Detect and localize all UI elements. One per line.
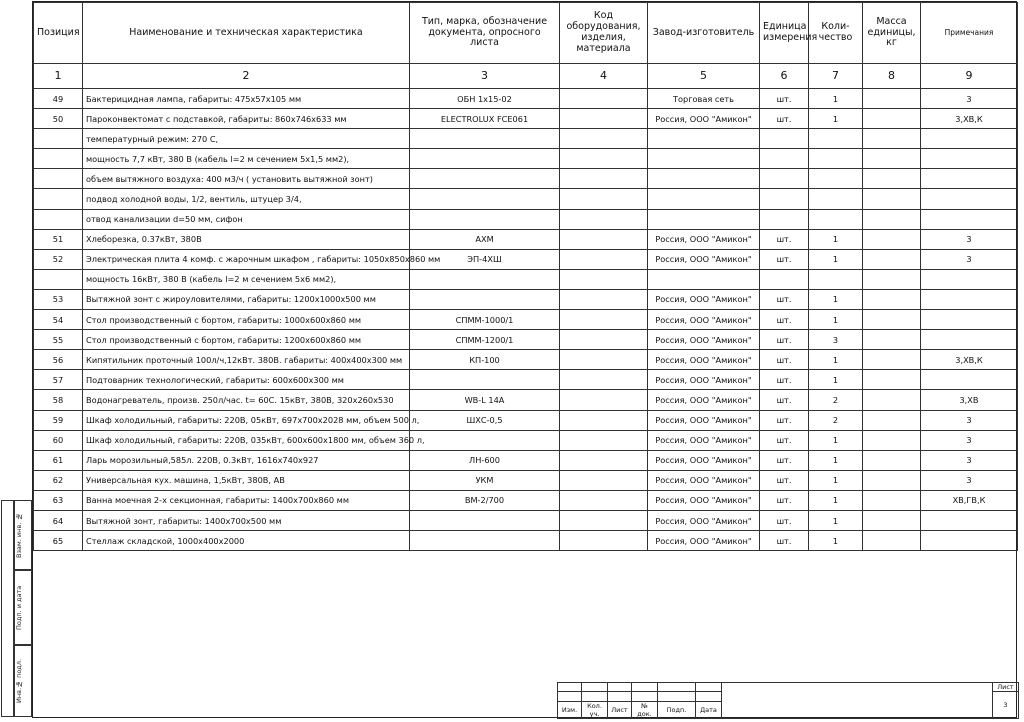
mass-cell — [863, 470, 921, 490]
code-cell — [560, 370, 648, 390]
table-row — [34, 470, 1018, 490]
type-cell: ELECTROLUX FCE061 — [410, 109, 560, 129]
column-number: 4 — [560, 64, 648, 89]
stamp-cell — [696, 683, 722, 692]
code-cell — [560, 129, 648, 149]
table-row — [34, 229, 1018, 249]
qty-cell: 1 — [809, 470, 863, 490]
qty-cell — [809, 169, 863, 189]
note-cell — [921, 129, 1018, 149]
code-cell — [560, 109, 648, 129]
position-cell: 62 — [34, 470, 83, 490]
position-cell: 50 — [34, 109, 83, 129]
code-cell — [560, 189, 648, 209]
spec-sheet — [32, 1, 1017, 718]
maker-cell: Россия, ООО "Амикон" — [648, 109, 760, 129]
type-cell: СПММ-1200/1 — [410, 330, 560, 350]
stamp-cell — [658, 692, 696, 701]
mass-cell — [863, 430, 921, 450]
stamp-cell — [582, 683, 608, 692]
name-cell: Универсальная кух. машина, 1,5кВт, 380В, АВ — [83, 470, 410, 490]
stamp-cell — [582, 692, 608, 701]
type-cell: ОБН 1х15-02 — [410, 89, 560, 109]
position-cell: 49 — [34, 89, 83, 109]
table-row — [34, 531, 1018, 551]
type-cell: КП-100 — [410, 350, 560, 370]
type-cell — [410, 189, 560, 209]
code-cell — [560, 531, 648, 551]
note-cell — [921, 269, 1018, 289]
unit-cell: шт. — [760, 410, 809, 430]
maker-cell: Россия, ООО "Амикон" — [648, 330, 760, 350]
table-row — [34, 169, 1018, 189]
table-row — [34, 390, 1018, 410]
note-cell: ХВ,ГВ,К — [921, 490, 1018, 510]
note-cell: 3 — [921, 450, 1018, 470]
stamp-designation — [722, 683, 993, 719]
maker-cell: Россия, ООО "Амикон" — [648, 310, 760, 330]
position-cell — [34, 129, 83, 149]
name-cell: Вытяжной зонт с жироуловителями, габариты: 1200х1000х500 мм — [83, 289, 410, 309]
stamp-cell — [558, 683, 582, 692]
maker-cell: Россия, ООО "Амикон" — [648, 531, 760, 551]
column-number: 6 — [760, 64, 809, 89]
position-cell: 65 — [34, 531, 83, 551]
stamp-cell — [632, 683, 658, 692]
type-cell — [410, 510, 560, 530]
type-cell — [410, 169, 560, 189]
table-row — [34, 89, 1018, 109]
note-cell: 3 — [921, 410, 1018, 430]
qty-cell — [809, 149, 863, 169]
note-cell — [921, 149, 1018, 169]
unit-cell — [760, 169, 809, 189]
mass-cell — [863, 109, 921, 129]
maker-cell: Россия, ООО "Амикон" — [648, 430, 760, 450]
unit-cell: шт. — [760, 470, 809, 490]
header-position: Позиция — [34, 3, 83, 64]
note-cell — [921, 209, 1018, 229]
name-cell: объем вытяжного воздуха: 400 м3/ч ( установить вытяжной зонт) — [83, 169, 410, 189]
name-cell: Хлеборезка, 0.37кВт, 380В — [83, 229, 410, 249]
name-cell: Шкаф холодильный, габариты: 220В, 035кВт, 600х600х1800 мм, объем 360 л, — [83, 430, 410, 450]
name-cell: Кипятильник проточный 100л/ч,12кВт. 380В. габариты: 400х400х300 мм — [83, 350, 410, 370]
qty-cell: 1 — [809, 229, 863, 249]
column-number: 2 — [83, 64, 410, 89]
side-label-inv-orig: Инв.№ подл. — [15, 658, 23, 704]
mass-cell — [863, 149, 921, 169]
name-cell: Стол производственный с бортом, габариты: 1000х600х860 мм — [83, 310, 410, 330]
code-cell — [560, 249, 648, 269]
header-qty: Коли-чество — [809, 3, 863, 64]
mass-cell — [863, 370, 921, 390]
table-row — [34, 149, 1018, 169]
name-cell: Стол производственный с бортом, габариты: 1200х600х860 мм — [83, 330, 410, 350]
maker-cell: Россия, ООО "Амикон" — [648, 410, 760, 430]
code-cell — [560, 149, 648, 169]
stamp-sheet-number: 3 — [993, 692, 1019, 719]
unit-cell — [760, 189, 809, 209]
qty-cell: 1 — [809, 109, 863, 129]
table-row — [34, 310, 1018, 330]
note-cell: 3 — [921, 89, 1018, 109]
code-cell — [560, 289, 648, 309]
qty-cell — [809, 269, 863, 289]
maker-cell: Торговая сеть — [648, 89, 760, 109]
position-cell — [34, 189, 83, 209]
note-cell — [921, 310, 1018, 330]
stamp-cell — [632, 692, 658, 701]
note-cell: 3,ХВ — [921, 390, 1018, 410]
unit-cell: шт. — [760, 89, 809, 109]
maker-cell — [648, 209, 760, 229]
name-cell: Стеллаж складской, 1000х400х2000 — [83, 531, 410, 551]
mass-cell — [863, 209, 921, 229]
note-cell: 3 — [921, 430, 1018, 450]
table-row — [34, 209, 1018, 229]
position-cell: 54 — [34, 310, 83, 330]
position-cell: 64 — [34, 510, 83, 530]
maker-cell: Россия, ООО "Амикон" — [648, 490, 760, 510]
position-cell — [34, 209, 83, 229]
code-cell — [560, 350, 648, 370]
qty-cell: 1 — [809, 430, 863, 450]
header-unit: Единица измерения — [760, 3, 809, 64]
code-cell — [560, 410, 648, 430]
unit-cell — [760, 269, 809, 289]
table-row — [34, 330, 1018, 350]
unit-cell: шт. — [760, 390, 809, 410]
position-cell: 59 — [34, 410, 83, 430]
note-cell — [921, 510, 1018, 530]
mass-cell — [863, 450, 921, 470]
unit-cell — [760, 209, 809, 229]
position-cell: 56 — [34, 350, 83, 370]
unit-cell — [760, 149, 809, 169]
stamp-kol-uch: Кол. уч. — [582, 701, 608, 719]
unit-cell: шт. — [760, 330, 809, 350]
name-cell: температурный режим: 270 С, — [83, 129, 410, 149]
qty-cell: 1 — [809, 350, 863, 370]
table-row — [34, 430, 1018, 450]
stamp-list: Лист — [608, 701, 632, 719]
position-cell: 58 — [34, 390, 83, 410]
qty-cell: 1 — [809, 531, 863, 551]
mass-cell — [863, 249, 921, 269]
maker-cell: Россия, ООО "Амикон" — [648, 229, 760, 249]
type-cell: ЭП-4ХШ — [410, 249, 560, 269]
name-cell: Электрическая плита 4 комф. с жарочным шкафом , габариты: 1050х850х860 мм — [83, 249, 410, 269]
type-cell — [410, 370, 560, 390]
header-code: Код оборудования, изделия, материала — [560, 3, 648, 64]
name-cell: Ванна моечная 2-х секционная, габариты: 1400х700х860 мм — [83, 490, 410, 510]
table-row — [34, 289, 1018, 309]
unit-cell — [760, 129, 809, 149]
note-cell: 3,ХВ,К — [921, 109, 1018, 129]
table-row — [34, 129, 1018, 149]
table-row — [34, 350, 1018, 370]
note-cell — [921, 189, 1018, 209]
name-cell: отвод канализации d=50 мм, сифон — [83, 209, 410, 229]
stamp-cell — [558, 692, 582, 701]
qty-cell: 1 — [809, 490, 863, 510]
mass-cell — [863, 89, 921, 109]
maker-cell: Россия, ООО "Амикон" — [648, 370, 760, 390]
code-cell — [560, 229, 648, 249]
qty-cell: 1 — [809, 510, 863, 530]
code-cell — [560, 470, 648, 490]
maker-cell: Россия, ООО "Амикон" — [648, 510, 760, 530]
table-row — [34, 450, 1018, 470]
maker-cell: Россия, ООО "Амикон" — [648, 470, 760, 490]
qty-cell: 1 — [809, 370, 863, 390]
position-cell — [34, 269, 83, 289]
maker-cell — [648, 129, 760, 149]
unit-cell: шт. — [760, 289, 809, 309]
qty-cell: 1 — [809, 289, 863, 309]
qty-cell — [809, 129, 863, 149]
title-block — [557, 682, 1018, 719]
table-row — [34, 490, 1018, 510]
note-cell — [921, 531, 1018, 551]
column-number: 8 — [863, 64, 921, 89]
unit-cell: шт. — [760, 450, 809, 470]
header-row — [34, 3, 1018, 64]
type-cell: УКМ — [410, 470, 560, 490]
qty-cell: 2 — [809, 410, 863, 430]
mass-cell — [863, 490, 921, 510]
unit-cell: шт. — [760, 310, 809, 330]
position-cell: 53 — [34, 289, 83, 309]
column-number-row — [34, 64, 1018, 89]
qty-cell: 1 — [809, 249, 863, 269]
mass-cell — [863, 169, 921, 189]
type-cell — [410, 430, 560, 450]
mass-cell — [863, 189, 921, 209]
stamp-izm: Изм. — [558, 701, 582, 719]
stamp-cell — [608, 683, 632, 692]
type-cell — [410, 149, 560, 169]
table-row — [34, 249, 1018, 269]
qty-cell — [809, 209, 863, 229]
mass-cell — [863, 310, 921, 330]
type-cell: СПММ-1000/1 — [410, 310, 560, 330]
position-cell: 60 — [34, 430, 83, 450]
maker-cell: Россия, ООО "Амикон" — [648, 390, 760, 410]
position-cell — [34, 149, 83, 169]
code-cell — [560, 390, 648, 410]
type-cell — [410, 531, 560, 551]
type-cell: ВМ-2/700 — [410, 490, 560, 510]
stamp-date: Дата — [696, 701, 722, 719]
unit-cell: шт. — [760, 370, 809, 390]
name-cell: Бактерицидная лампа, габариты: 475х57х105 мм — [83, 89, 410, 109]
position-cell: 57 — [34, 370, 83, 390]
name-cell: Ларь морозильный,585л. 220В, 0.3кВт, 1616х740х927 — [83, 450, 410, 470]
side-field-sign-date — [14, 570, 32, 645]
name-cell: Шкаф холодильный, габариты: 220В, 05кВт, 697х700х2028 мм, объем 500 л, — [83, 410, 410, 430]
maker-cell — [648, 169, 760, 189]
mass-cell — [863, 390, 921, 410]
position-cell: 51 — [34, 229, 83, 249]
note-cell: 3,ХВ,К — [921, 350, 1018, 370]
code-cell — [560, 330, 648, 350]
code-cell — [560, 430, 648, 450]
name-cell: мощность 16кВт, 380 В (кабель l=2 м сечением 5х6 мм2), — [83, 269, 410, 289]
position-cell: 61 — [34, 450, 83, 470]
binding-strip — [1, 500, 14, 717]
unit-cell: шт. — [760, 430, 809, 450]
name-cell: Вытяжной зонт, габариты: 1400х700х500 мм — [83, 510, 410, 530]
code-cell — [560, 209, 648, 229]
table-row — [34, 370, 1018, 390]
code-cell — [560, 269, 648, 289]
mass-cell — [863, 410, 921, 430]
type-cell: WB-L 14A — [410, 390, 560, 410]
unit-cell: шт. — [760, 229, 809, 249]
name-cell: Пароконвектомат с подставкой, габариты: 860х746х633 мм — [83, 109, 410, 129]
column-number: 9 — [921, 64, 1018, 89]
note-cell — [921, 289, 1018, 309]
column-number: 1 — [34, 64, 83, 89]
side-label-sign-date: Подп. и дата — [15, 585, 23, 630]
qty-cell: 1 — [809, 310, 863, 330]
type-cell — [410, 129, 560, 149]
code-cell — [560, 450, 648, 470]
mass-cell — [863, 289, 921, 309]
table-row — [34, 510, 1018, 530]
name-cell: мощность 7,7 кВт, 380 В (кабель l=2 м сечением 5х1,5 мм2), — [83, 149, 410, 169]
column-number: 3 — [410, 64, 560, 89]
column-number: 7 — [809, 64, 863, 89]
side-field-inv-sub — [14, 500, 32, 570]
note-cell: 3 — [921, 249, 1018, 269]
header-mass: Масса единицы, кг — [863, 3, 921, 64]
unit-cell: шт. — [760, 531, 809, 551]
maker-cell: Россия, ООО "Амикон" — [648, 249, 760, 269]
type-cell — [410, 209, 560, 229]
type-cell: ЛН-600 — [410, 450, 560, 470]
maker-cell — [648, 269, 760, 289]
type-cell — [410, 269, 560, 289]
side-label-inv-sub: Взам. инв. № — [15, 512, 23, 558]
mass-cell — [863, 269, 921, 289]
type-cell: ШХС-0,5 — [410, 410, 560, 430]
code-cell — [560, 169, 648, 189]
maker-cell: Россия, ООО "Амикон" — [648, 289, 760, 309]
mass-cell — [863, 510, 921, 530]
spec-table — [33, 2, 1018, 551]
header-type: Тип, марка, обозначение документа, опросного листа — [410, 3, 560, 64]
qty-cell: 1 — [809, 89, 863, 109]
table-row — [34, 109, 1018, 129]
qty-cell — [809, 189, 863, 209]
position-cell — [34, 169, 83, 189]
note-cell: 3 — [921, 229, 1018, 249]
mass-cell — [863, 531, 921, 551]
note-cell — [921, 330, 1018, 350]
unit-cell: шт. — [760, 350, 809, 370]
header-name: Наименование и техническая характеристика — [83, 3, 410, 64]
mass-cell — [863, 330, 921, 350]
column-number: 5 — [648, 64, 760, 89]
code-cell — [560, 510, 648, 530]
unit-cell: шт. — [760, 490, 809, 510]
mass-cell — [863, 229, 921, 249]
side-field-inv-orig — [14, 645, 32, 717]
name-cell: Водонагреватель, произв. 250л/час. t= 60С. 15кВт, 380В, 320х260х530 — [83, 390, 410, 410]
type-cell — [410, 289, 560, 309]
table-row — [34, 189, 1018, 209]
position-cell: 63 — [34, 490, 83, 510]
stamp-sign: Подп. — [658, 701, 696, 719]
qty-cell: 3 — [809, 330, 863, 350]
stamp-cell — [696, 692, 722, 701]
unit-cell: шт. — [760, 510, 809, 530]
stamp-cell — [658, 683, 696, 692]
note-cell: 3 — [921, 470, 1018, 490]
code-cell — [560, 310, 648, 330]
position-cell: 55 — [34, 330, 83, 350]
note-cell — [921, 169, 1018, 189]
mass-cell — [863, 350, 921, 370]
unit-cell: шт. — [760, 249, 809, 269]
position-cell: 52 — [34, 249, 83, 269]
stamp-cell — [608, 692, 632, 701]
header-notes: Примечания — [921, 3, 1018, 64]
qty-cell: 1 — [809, 450, 863, 470]
maker-cell: Россия, ООО "Амикон" — [648, 350, 760, 370]
code-cell — [560, 89, 648, 109]
maker-cell — [648, 149, 760, 169]
note-cell — [921, 370, 1018, 390]
maker-cell: Россия, ООО "Амикон" — [648, 450, 760, 470]
code-cell — [560, 490, 648, 510]
qty-cell: 2 — [809, 390, 863, 410]
type-cell: АХМ — [410, 229, 560, 249]
stamp-doc-num: № док. — [632, 701, 658, 719]
stamp-sheet-label: Лист — [993, 683, 1019, 692]
table-row — [34, 410, 1018, 430]
maker-cell — [648, 189, 760, 209]
unit-cell: шт. — [760, 109, 809, 129]
header-maker: Завод-изготовитель — [648, 3, 760, 64]
name-cell: подвод холодной воды, 1/2, вентиль, штуцер 3/4, — [83, 189, 410, 209]
name-cell: Подтоварник технологический, габариты: 600х600х300 мм — [83, 370, 410, 390]
table-row — [34, 269, 1018, 289]
mass-cell — [863, 129, 921, 149]
